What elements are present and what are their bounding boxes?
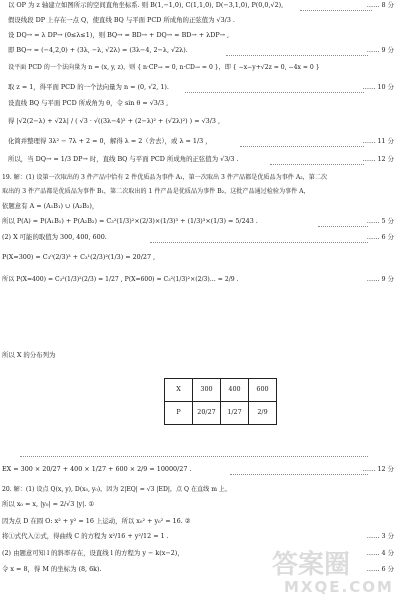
text-line: 假设线段 DP 上存在一点 Q，使直线 BQ 与平面 PCD 所成角的正弦值为 √3/3 . (8, 16, 235, 24)
text-line: 依题意有 A = (A₁B₁) ∪ (A₂B₂)， (2, 202, 99, 210)
text-line: 取出的 3 件产品都是优质品为事件 B₁，第二次取出的 1 件产品是优质品为事件 B₂，这批产品通过检验为事件 A， (2, 188, 310, 195)
dotted-leader (270, 164, 364, 165)
table-cell: 2/9 (249, 402, 277, 425)
score-label: …… 6 分 (366, 233, 394, 241)
text-line: 以 OP 为 z 轴建立如图所示的空间直角坐标系. 则 B(1,−1,0), C(1,1,0), D(−3,1,0), P(0,0,√2), (8, 1, 284, 9)
table-cell: 600 (249, 379, 277, 402)
dotted-leader (230, 474, 368, 475)
text-line: EX = 300 × 20/27 + 400 × 1/27 + 600 × 2/9 = 10000/27 . (2, 465, 192, 473)
text-line: 令 x = 8，得 M 的坐标为 (8, 6k). (2, 565, 102, 573)
text-line: 设平面 PCD 的一个法向量为 n = (x, y, z)，则 { n·CP→ = 0, n·CD→ = 0 }，即 { −x−y+√2z = 0, −4x = 0 } (8, 64, 320, 71)
score-label: …… 12 分 (362, 155, 394, 163)
score-label: …… 9 分 (366, 275, 394, 283)
text-line: 化简并整理得 3λ² − 7λ + 2 = 0，解得 λ = 2（舍去），或 λ = 1/3 ， (8, 137, 212, 145)
score-label: …… 3 分 (366, 532, 394, 540)
score-label: …… 5 分 (366, 217, 394, 225)
text-line: 20. 解：(1) 设点 Q(x, y), D(x₀, y₀)，因为 2|EQ| = √3 |ED|，点 Q 在直线 m 上， (2, 486, 232, 493)
score-label: …… 6 分 (366, 565, 394, 573)
dotted-leader (185, 92, 364, 93)
svg-text:MXQE.COM: MXQE.COM (284, 578, 394, 595)
table-cell: 1/27 (221, 402, 249, 425)
dotted-leader (150, 242, 368, 243)
text-line: 得 |√2(2−λ) + √2λ| / ( √3 · √((3λ−4)² + (2−λ)² + (√2λ)²) ) = √3/3 , (8, 117, 220, 125)
text-line: 将①式代入②式，得曲线 C 的方程为 x²/16 + y²/12 = 1 . (2, 532, 169, 540)
score-label: …… 4 分 (366, 549, 394, 557)
table-row (165, 402, 277, 425)
score-label: …… 11 分 (362, 137, 394, 145)
text-line: 所以 P(A) = P(A₁B₁) + P(A₂B₂) = C₃²(1/3)²×(2/3)×(1/3)³ + (1/3)³×(1/3) = 5/243 . (2, 217, 258, 225)
text-line: 所以 x₀ = x, |y₀| = 2/√3 |y|. ① (2, 500, 95, 508)
text-line: 设直线 BQ 与平面 PCD 所成角为 θ，令 sin θ = √3/3 , (8, 99, 169, 107)
text-line: 所以，当 DQ→ = 1/3 DP→ 时，直线 BQ 与平面 PCD 所成角的正弦值为 √3/3 . (8, 155, 239, 163)
text-line: 19. 解：(1) 设第一次取出的 3 件产品中恰有 2 件优质品为事件 A₁，第一次取出 3 件产品都是优质品为事件 A₂，第二次 (2, 174, 328, 181)
score-label: …… 10 分 (362, 83, 394, 91)
table-cell: 400 (221, 379, 249, 402)
distribution-table (164, 378, 277, 425)
score-label: …… 8 分 (366, 1, 394, 9)
text-line: 设 DQ→ = λ DP→ (0≤λ≤1)，则 BQ→ = BD→ + DQ→ = BD→ + λDP→ , (8, 31, 230, 39)
table-row (165, 379, 277, 402)
dotted-leader (240, 146, 364, 147)
score-label: …… 12 分 (362, 465, 394, 473)
score-label: …… 9 分 (366, 46, 394, 54)
table-cell: P (165, 402, 193, 425)
dotted-leader (300, 10, 372, 11)
dotted-leader (20, 456, 368, 457)
table-cell: 20/27 (193, 402, 221, 425)
text-line: 因为点 D 在圆 O: x² + y² = 16 上运动，所以 x₀² + y₀² = 16. ② (2, 517, 191, 525)
text-line: 所以 X 的分布列为 (2, 351, 56, 359)
dotted-leader (318, 226, 368, 227)
text-line: (2) X 可能的取值为 300, 400, 600. (2, 233, 107, 241)
table-cell: 300 (193, 379, 221, 402)
text-line: (2) 由题意可知 l 的斜率存在，设直线 l 的方程为 y − k(x−2)， (2, 549, 184, 557)
svg-text:答案圈: 答案圈 (272, 550, 351, 580)
table-cell: X (165, 379, 193, 402)
text-line: 取 z = 1，得平面 PCD 的一个法向量为 n = (0, √2, 1). (8, 83, 169, 91)
text-line: 即 BQ→ = (−4,2,0) + (3λ, −λ, √2λ) = (3λ−4, 2−λ, √2λ). (8, 46, 188, 54)
dotted-leader (226, 55, 368, 56)
text-line: P(X=300) = C₃⁰(2/3)³ + C₃¹(2/3)²(1/3) = 20/27 , (2, 253, 156, 261)
text-line: 所以 P(X=400) = C₃²(1/3)²(2/3) = 1/27 , P(X=600) = C₃²(1/3)²×(2/3)… = 2/9 . (2, 276, 239, 283)
